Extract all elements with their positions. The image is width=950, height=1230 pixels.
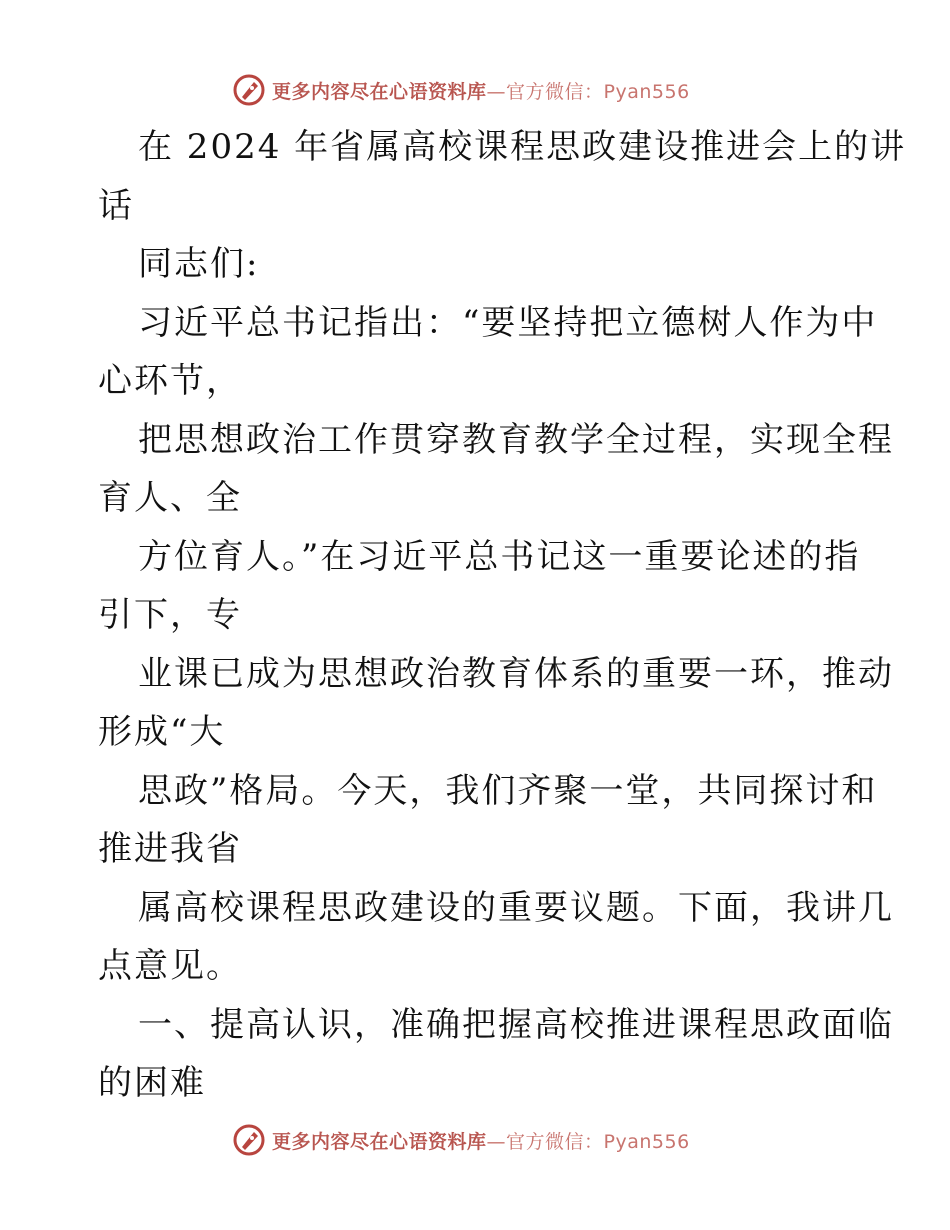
paragraph-line: 形成“大 [98,712,226,752]
paragraph-line: 推进我省 [98,829,242,869]
banner-wechat-text: 官方微信：Pyan556 [506,1130,690,1153]
paragraph-line: 心环节， [98,361,242,401]
section-heading-line: 一、提高认识，准确把握高校推进课程思政面临 [138,1004,894,1045]
header-watermark-banner [232,70,690,110]
footer-watermark-banner [232,1120,690,1160]
banner-main-text: 更多内容尽在心语资料库 [272,80,487,103]
banner-text [272,1127,690,1154]
paragraph-line: 方位育人。”在习近平总书记这一重要论述的指 [138,536,861,577]
banner-wechat-text: 官方微信：Pyan556 [506,80,690,103]
paragraph-line: 育人、全 [98,478,242,518]
paragraph-line: 习近平总书记指出：“要坚持把立德树人作为中 [138,302,878,343]
section-heading-line: 的困难 [98,1063,206,1103]
paragraph-line: 业课已成为思想政治教育体系的重要一环，推动 [138,653,894,694]
paragraph-line: 把思想政治工作贯穿教育教学全过程，实现全程 [138,419,894,460]
paragraph-line: 属高校课程思政建设的重要议题。下面，我讲几 [138,887,894,928]
paragraph-line: 点意见。 [98,946,242,986]
paragraph-line: 思政”格局。今天，我们齐聚一堂，共同探讨和 [138,770,878,811]
banner-dash: — [486,80,507,103]
title-line-2: 话 [98,185,134,226]
pen-nib-logo-icon [232,1123,266,1157]
banner-main-text: 更多内容尽在心语资料库 [272,1130,487,1153]
paragraph-line: 引下，专 [98,595,242,635]
banner-dash: — [486,1130,507,1153]
salutation: 同志们: [138,244,260,284]
document-body [98,118,907,1113]
banner-text [272,77,690,104]
title-line-1: 在 2024 年省属高校课程思政建设推进会上的讲 [138,127,907,167]
pen-nib-logo-icon [232,73,266,107]
